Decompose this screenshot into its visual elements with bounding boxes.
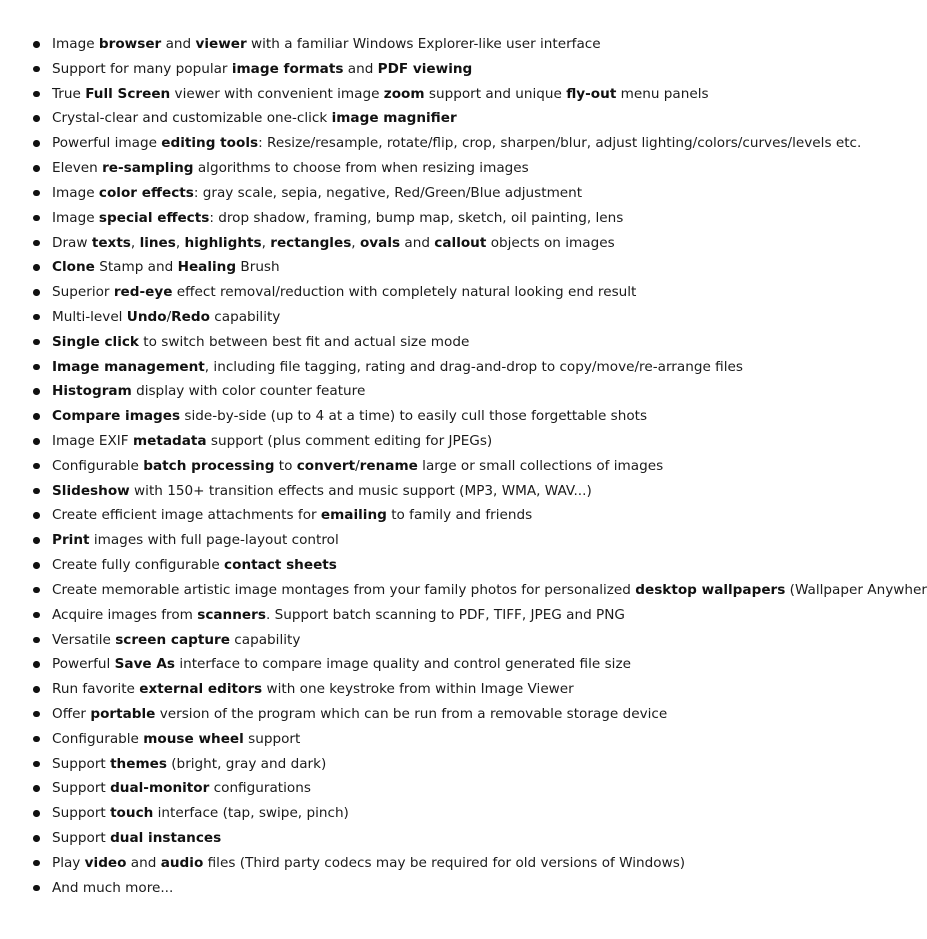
bullet-icon <box>33 165 40 172</box>
feature-text: side-by-side (up to 4 at a time) to easily cull those forgettable shots <box>180 408 648 425</box>
feature-text: with 150+ transition effects and music support (MP3, WMA, WAV...) <box>129 482 592 499</box>
bullet-icon <box>33 140 40 147</box>
feature-item <box>0 677 890 702</box>
feature-item <box>0 32 890 57</box>
feature-text: Support <box>52 805 111 822</box>
feature-keyword: callout <box>434 234 487 251</box>
feature-item <box>0 255 890 280</box>
feature-keyword: Histogram <box>52 383 132 400</box>
feature-keyword: Undo <box>126 308 167 325</box>
feature-text: / <box>355 457 360 474</box>
feature-item <box>0 603 890 628</box>
feature-text: display with color counter feature <box>131 383 366 400</box>
feature-text: : Resize/resample, rotate/flip, crop, sharpen/blur, adjust lighting/colors/curves/levels etc. <box>258 135 862 152</box>
feature-keyword: video <box>84 854 127 871</box>
feature-keyword: ovals <box>359 234 401 251</box>
feature-text: (bright, gray and dark) <box>166 755 327 772</box>
feature-text: , <box>351 234 360 251</box>
feature-item <box>0 429 890 454</box>
feature-item <box>0 876 890 901</box>
bullet-icon <box>33 364 40 371</box>
feature-item <box>0 131 890 156</box>
feature-item <box>0 57 890 82</box>
bullet-icon <box>33 661 40 668</box>
bullet-icon <box>33 289 40 296</box>
feature-text: with one keystroke from within Image Viewer <box>262 681 574 698</box>
feature-keyword: rename <box>359 457 418 474</box>
feature-item <box>0 776 890 801</box>
feature-text: : gray scale, sepia, negative, Red/Green/Blue adjustment <box>193 184 583 201</box>
feature-text: True <box>52 85 86 102</box>
feature-text: Draw <box>52 234 92 251</box>
feature-text: to <box>274 457 297 474</box>
feature-text: Powerful <box>52 656 115 673</box>
feature-keyword: image magnifier <box>331 110 457 127</box>
bullet-icon <box>33 711 40 718</box>
feature-text: Multi-level <box>52 308 127 325</box>
feature-keyword: PDF viewing <box>377 60 473 77</box>
feature-text: Acquire images from <box>52 606 198 623</box>
feature-keyword: Compare images <box>52 408 181 425</box>
feature-item <box>0 156 890 181</box>
feature-keyword: contact sheets <box>224 557 337 574</box>
feature-keyword: lines <box>139 234 176 251</box>
bullet-icon <box>33 41 40 48</box>
feature-keyword: Image management <box>52 358 205 375</box>
feature-keyword: mouse wheel <box>143 730 244 747</box>
bullet-icon <box>33 66 40 73</box>
bullet-icon <box>33 438 40 445</box>
feature-text: Support <box>52 830 111 846</box>
feature-text: Play <box>52 854 85 871</box>
feature-text: support and unique <box>424 85 567 102</box>
feature-text: Configurable <box>52 457 144 474</box>
bullet-icon <box>33 512 40 519</box>
bullet-icon <box>33 314 40 321</box>
feature-item <box>0 752 890 777</box>
feature-text: Powerful image <box>52 135 162 152</box>
bullet-icon <box>33 388 40 395</box>
feature-text: capability <box>229 631 301 648</box>
feature-text: : drop shadow, framing, bump map, sketch, oil painting, lens <box>209 209 624 226</box>
feature-text: interface (tap, swipe, pinch) <box>153 805 349 822</box>
bullet-icon <box>33 264 40 271</box>
feature-text: capability <box>209 308 281 325</box>
feature-text: Support for many popular <box>52 60 232 77</box>
bullet-icon <box>33 215 40 222</box>
feature-text: Image <box>52 184 99 201</box>
feature-text: images with full page-layout control <box>89 532 339 549</box>
feature-item <box>0 82 890 107</box>
feature-text: algorithms to choose from when resizing images <box>193 160 529 177</box>
feature-text: , <box>261 234 271 251</box>
bullet-icon <box>33 587 40 594</box>
bullet-icon <box>33 860 40 867</box>
feature-keyword: color effects <box>98 184 194 201</box>
feature-item <box>0 404 890 429</box>
feature-keyword: Single click <box>52 333 139 350</box>
feature-text: files (Third party codecs may be required for old versions of Windows) <box>203 854 686 871</box>
bullet-icon <box>33 463 40 470</box>
feature-keyword: Full Screen <box>85 85 171 102</box>
bullet-icon <box>33 537 40 544</box>
bullet-icon <box>33 686 40 693</box>
bullet-icon <box>33 761 40 768</box>
feature-keyword: batch processing <box>143 457 275 474</box>
feature-keyword: highlights <box>184 234 262 251</box>
feature-text: and <box>343 60 378 77</box>
feature-keyword: image formats <box>231 60 344 77</box>
feature-text: Stamp and <box>94 259 178 276</box>
feature-item <box>0 479 890 504</box>
feature-keyword: screen capture <box>115 631 230 648</box>
feature-item <box>0 355 890 380</box>
feature-item <box>0 578 927 603</box>
feature-keyword: dual-monitor <box>110 780 210 797</box>
feature-item <box>0 652 890 677</box>
feature-keyword: themes <box>110 755 167 772</box>
bullet-icon <box>33 612 40 619</box>
feature-keyword: fly-out <box>566 85 617 102</box>
feature-text: Support <box>52 755 111 772</box>
feature-keyword: rectangles <box>270 234 352 251</box>
feature-text: with a familiar Windows Explorer-like user interface <box>246 36 601 52</box>
feature-text: Image <box>52 209 99 226</box>
feature-keyword: convert <box>296 457 356 474</box>
feature-keyword: Healing <box>177 259 237 276</box>
feature-text: and <box>126 854 161 871</box>
feature-keyword: emailing <box>320 507 387 524</box>
feature-text: Support <box>52 780 111 797</box>
feature-keyword: zoom <box>383 85 425 102</box>
feature-text: viewer with convenient image <box>170 85 384 102</box>
feature-keyword: viewer <box>195 36 247 52</box>
bullet-icon <box>33 190 40 197</box>
feature-text: interface to compare image quality and control generated file size <box>175 656 631 673</box>
feature-item <box>0 801 890 826</box>
bullet-icon <box>33 562 40 569</box>
feature-keyword: Slideshow <box>52 482 130 499</box>
feature-text: . Support batch scanning to PDF, TIFF, JPEG and PNG <box>265 606 625 623</box>
feature-text: large or small collections of images <box>417 457 664 474</box>
feature-keyword: dual instances <box>110 830 222 846</box>
bullet-icon <box>33 339 40 346</box>
feature-item <box>0 106 890 131</box>
feature-text: to switch between best fit and actual size mode <box>138 333 470 350</box>
feature-text: Image <box>52 36 99 52</box>
feature-item <box>0 379 890 404</box>
feature-text: support <box>243 730 301 747</box>
feature-item <box>0 280 890 305</box>
feature-item <box>0 454 890 479</box>
feature-keyword: re-sampling <box>102 160 194 177</box>
feature-item <box>0 727 890 752</box>
feature-text: / <box>166 308 172 325</box>
feature-text: support (plus comment editing for JPEGs) <box>206 433 493 449</box>
bullet-icon <box>33 115 40 122</box>
feature-text: Create efficient image attachments for <box>52 507 321 524</box>
feature-text: Offer <box>52 705 91 722</box>
bullet-icon <box>33 413 40 420</box>
feature-text: Eleven <box>52 160 103 177</box>
feature-text: and <box>400 234 435 251</box>
feature-item <box>0 206 890 231</box>
feature-keyword: metadata <box>132 433 207 449</box>
feature-keyword: touch <box>110 805 154 822</box>
feature-keyword: Clone <box>52 259 95 276</box>
feature-item <box>0 702 890 727</box>
feature-keyword: audio <box>160 854 204 871</box>
feature-keyword: Print <box>52 532 90 549</box>
feature-item <box>0 503 890 528</box>
feature-text: Crystal-clear and customizable one-click <box>52 110 332 127</box>
feature-text: Configurable <box>52 730 144 747</box>
feature-keyword: texts <box>91 234 131 251</box>
feature-item <box>0 330 890 355</box>
feature-text: , <box>130 234 140 251</box>
feature-item <box>0 553 890 578</box>
feature-text: effect removal/reduction with completely natural looking end result <box>172 284 637 301</box>
feature-keyword: Redo <box>171 308 210 325</box>
feature-text: version of the program which can be run from a removable storage device <box>155 705 668 722</box>
feature-text: Create memorable artistic image montages from your family photos for personalized <box>52 581 636 598</box>
feature-text: Brush <box>236 259 280 276</box>
feature-keyword: portable <box>90 705 156 722</box>
bullet-icon <box>33 885 40 892</box>
feature-text: Versatile <box>52 631 116 648</box>
feature-keyword: special effects <box>98 209 210 226</box>
feature-item <box>0 231 890 256</box>
feature-item <box>0 305 890 330</box>
feature-item <box>0 851 890 876</box>
feature-keyword: editing tools <box>161 135 259 152</box>
bullet-icon <box>33 785 40 792</box>
bullet-icon <box>33 488 40 495</box>
feature-text: and <box>161 36 196 52</box>
feature-text: menu panels <box>616 85 709 102</box>
bullet-icon <box>33 637 40 644</box>
feature-keyword: browser <box>98 36 162 52</box>
feature-item <box>0 528 890 553</box>
feature-text: configurations <box>209 780 311 797</box>
feature-text: (Wallpaper Anywher <box>785 581 927 598</box>
feature-item <box>0 181 890 206</box>
bullet-icon <box>33 240 40 247</box>
bullet-icon <box>33 91 40 98</box>
bullet-icon <box>33 835 40 842</box>
feature-keyword: scanners <box>197 606 266 623</box>
feature-text: Run favorite <box>52 681 140 698</box>
feature-item <box>0 826 890 851</box>
feature-keyword: red-eye <box>113 284 173 301</box>
feature-list <box>0 32 927 900</box>
feature-text: to family and friends <box>386 507 533 524</box>
feature-text: Image EXIF <box>52 433 133 449</box>
bullet-icon <box>33 810 40 817</box>
feature-keyword: desktop wallpapers <box>635 581 786 598</box>
feature-text: , <box>175 234 185 251</box>
feature-text: Superior <box>52 284 114 301</box>
feature-text: , including file tagging, rating and drag-and-drop to copy/move/re-arrange files <box>204 358 743 375</box>
bullet-icon <box>33 736 40 743</box>
feature-text: And much more... <box>52 879 174 896</box>
feature-keyword: external editors <box>139 681 263 698</box>
feature-keyword: Save As <box>114 656 175 673</box>
feature-text: objects on images <box>486 234 615 251</box>
feature-item <box>0 628 890 653</box>
feature-text: Create fully configurable <box>52 557 225 574</box>
